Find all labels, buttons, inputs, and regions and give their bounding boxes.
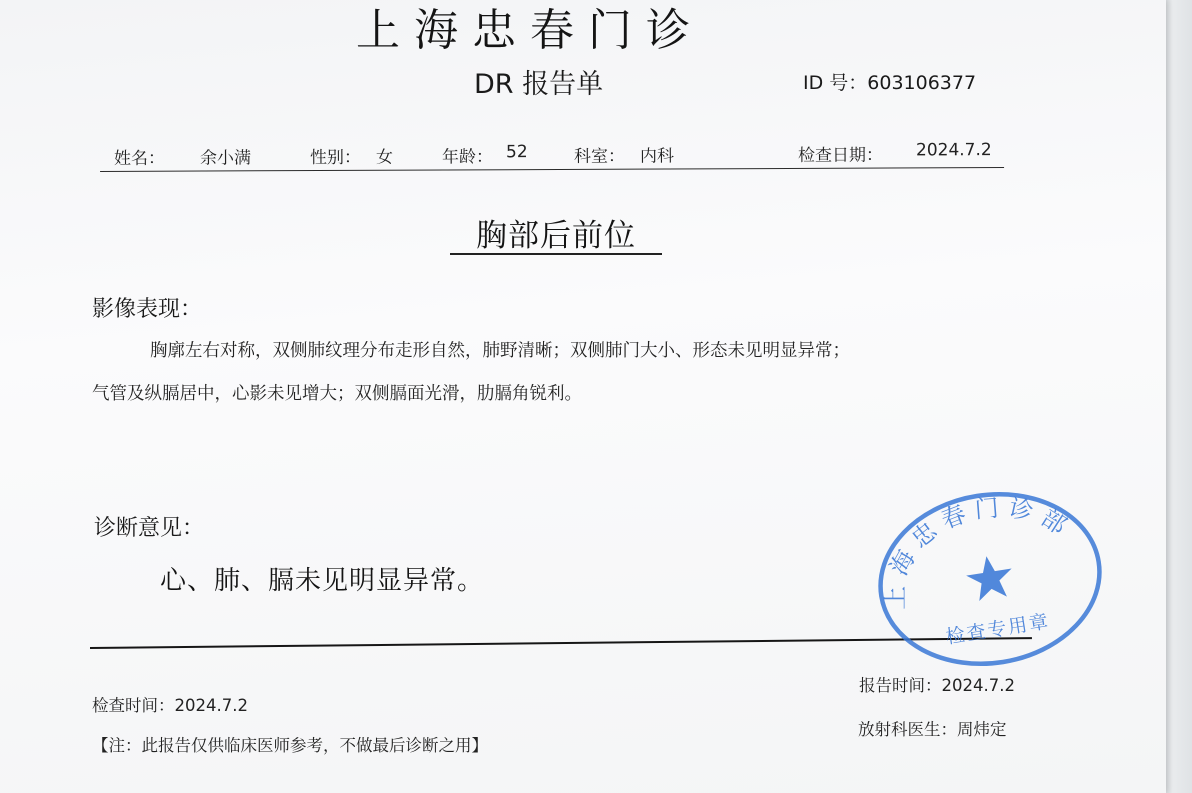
diagnosis-heading: 诊断意见：: [94, 516, 205, 541]
exam-title-underline: [450, 253, 662, 255]
exam-date: 2024.7.2: [915, 140, 992, 161]
report-id-label: ID 号：: [803, 72, 868, 94]
disclaimer-note: 【注：此报告仅供临床医师参考，不做最后诊断之用】: [92, 736, 488, 755]
patient-gender: 女: [375, 147, 394, 168]
findings-line-2: 气管及纵膈居中，心影未见增大；双侧膈面光滑，肋膈角锐利。: [92, 384, 582, 404]
hospital-title: 上海忠春门诊: [356, 5, 704, 56]
radiologist: [858, 716, 1007, 740]
department-label: 科室：: [573, 146, 626, 167]
patient-age: 52: [505, 142, 528, 163]
diagnosis-text: 心、肺、膈未见明显异常。: [160, 566, 485, 596]
findings-heading: 影像表现：: [92, 297, 203, 322]
report-id-value: 603106377: [867, 72, 977, 94]
seal-arc-text: 上海忠春门诊部: [881, 493, 1079, 610]
exam-time-value: 2024.7.2: [174, 696, 248, 715]
report-id: [803, 68, 976, 95]
report-time-value: 2024.7.2: [941, 676, 1015, 695]
exam-title-block: [450, 210, 662, 255]
patient-info-row: [100, 134, 1004, 174]
star-icon: [964, 553, 1016, 603]
radiologist-name: 周炜定: [957, 720, 1007, 739]
patient-gender-label: 性别：: [309, 147, 362, 169]
report-title: DR 报告单: [474, 69, 604, 100]
department: 内科: [639, 146, 675, 167]
official-seal: [861, 469, 1119, 689]
patient-name-label: 姓名：: [113, 148, 166, 169]
seal-center-text: 检查专用章: [944, 610, 1052, 649]
report-time-label: 报告时间：: [859, 676, 942, 695]
patient-age-label: 年龄：: [441, 147, 494, 168]
findings-line-1: 胸廓左右对称，双侧肺纹理分布走形自然，肺野清晰；双侧肺门大小、形态未见明显异常；: [150, 341, 850, 361]
exam-time: [92, 692, 248, 716]
patient-name: 余小满: [199, 148, 252, 169]
exam-date-label: 检查日期：: [797, 145, 884, 166]
exam-title: 胸部后前位: [476, 218, 636, 254]
radiologist-label: 放射科医生：: [858, 720, 957, 739]
exam-time-label: 检查时间：: [92, 696, 175, 715]
